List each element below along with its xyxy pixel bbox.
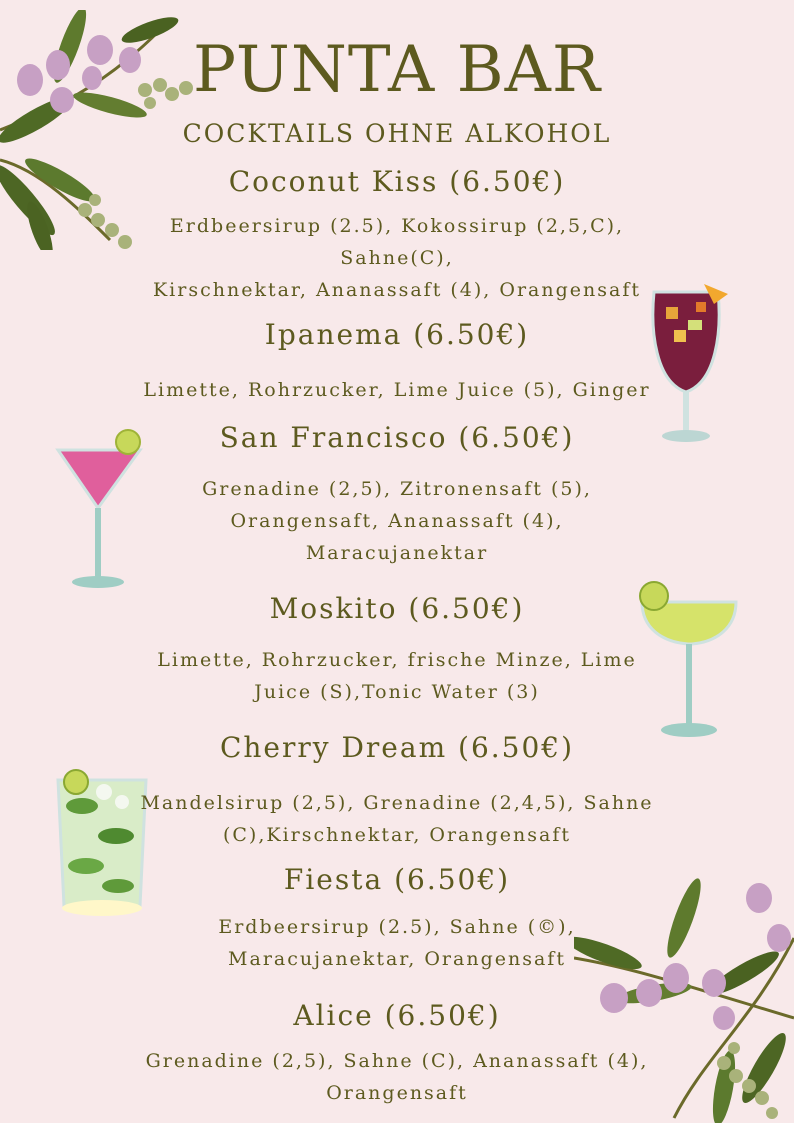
ingredients-line: Orangensaft bbox=[326, 1082, 468, 1104]
drink-name-san-francisco: San Francisco (6.50€) bbox=[219, 421, 575, 454]
martini-glass-icon bbox=[54, 428, 150, 590]
drink-ingredients-san-francisco bbox=[150, 473, 644, 569]
drink-ingredients-alice bbox=[110, 1045, 684, 1109]
drink-ingredients-fiesta bbox=[150, 911, 644, 975]
page-title: PUNTA BAR bbox=[192, 33, 602, 107]
drink-name-alice: Alice (6.50€) bbox=[293, 999, 501, 1032]
drink-ingredients-coconut-kiss bbox=[100, 210, 694, 306]
drink-ingredients-cherry-dream bbox=[120, 787, 674, 851]
ingredients-line: Grenadine (2,5), Zitronensaft (5), bbox=[202, 478, 592, 500]
ingredients-line: Grenadine (2,5), Sahne (C), Ananassaft (4), bbox=[145, 1050, 649, 1072]
drink-name-coconut-kiss: Coconut Kiss (6.50€) bbox=[228, 165, 566, 198]
ingredients-line: Limette, Rohrzucker, frische Minze, Lime bbox=[157, 649, 637, 671]
ingredients-line: Kirschnektar, Ananassaft (4), Orangensaft bbox=[152, 279, 641, 301]
ingredients-line: Erdbeersirup (2.5), Sahne (©), bbox=[218, 916, 576, 938]
drink-ingredients-ipanema bbox=[100, 374, 694, 406]
ingredients-line: Maracujanektar bbox=[305, 542, 489, 564]
drink-ingredients-moskito bbox=[140, 644, 654, 708]
ingredients-line: Sahne(C), bbox=[340, 247, 454, 269]
ingredients-line: Limette, Rohrzucker, Lime Juice (5), Ginger bbox=[143, 379, 651, 401]
ingredients-line: Orangensaft, Ananassaft (4), bbox=[230, 510, 564, 532]
ingredients-line: (C),Kirschnektar, Orangensaft bbox=[222, 824, 572, 846]
drink-name-fiesta: Fiesta (6.50€) bbox=[283, 863, 511, 896]
ingredients-line: Maracujanektar, Orangensaft bbox=[228, 948, 566, 970]
drink-name-ipanema: Ipanema (6.50€) bbox=[264, 318, 530, 351]
drink-name-cherry-dream: Cherry Dream (6.50€) bbox=[219, 731, 575, 764]
page-subtitle: COCKTAILS OHNE ALKOHOL bbox=[182, 119, 612, 148]
ingredients-line: Juice (S),Tonic Water (3) bbox=[254, 681, 540, 703]
ingredients-line: Erdbeersirup (2.5), Kokossirup (2,5,C), bbox=[169, 215, 625, 237]
ingredients-line: Mandelsirup (2,5), Grenadine (2,4,5), Sahne bbox=[140, 792, 654, 814]
drink-name-moskito: Moskito (6.50€) bbox=[269, 592, 525, 625]
